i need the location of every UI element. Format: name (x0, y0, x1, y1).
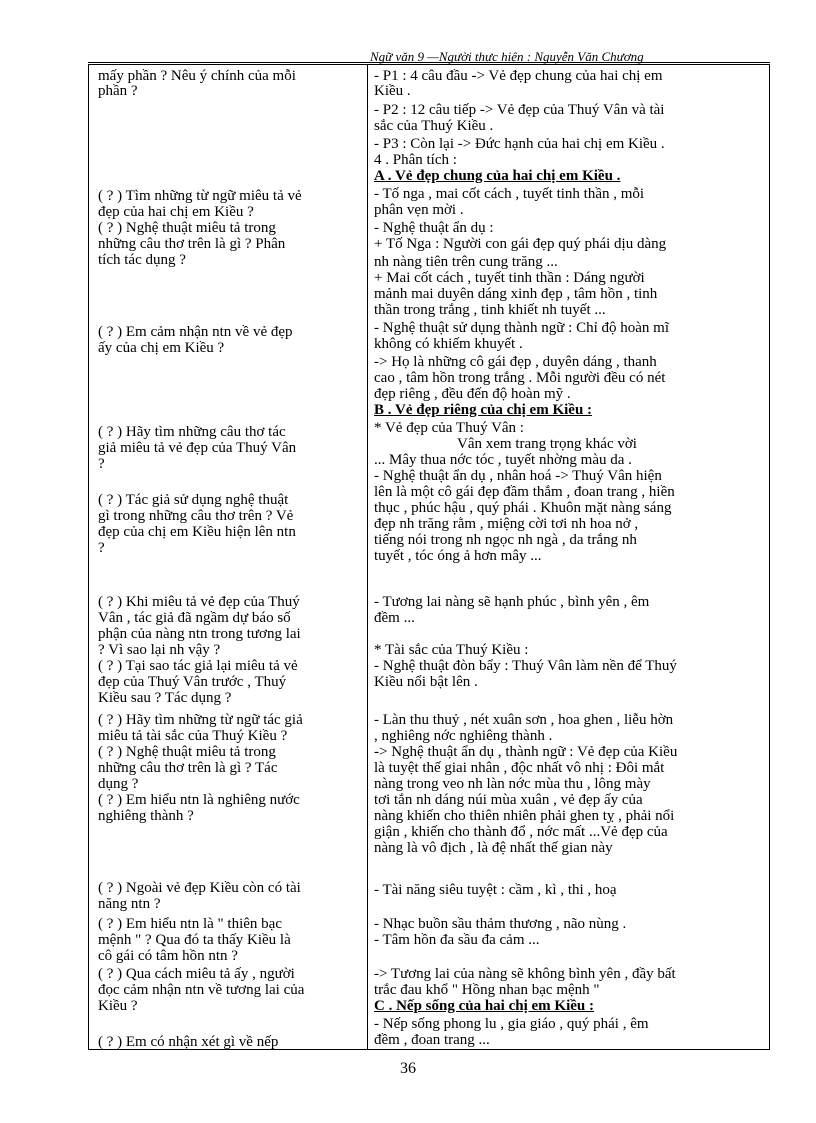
question-line: ( ? ) Nghệ thuật miêu tả trong (98, 744, 276, 760)
question-line: đẹp của chị em Kiều hiện lên ntn (98, 524, 296, 540)
content-line: phân vẹn mời . (374, 202, 464, 218)
content-line: - Tâm hồn đa sầu đa cảm ... (374, 932, 540, 948)
content-line: - Nghệ thuật ẩn dụ : (374, 220, 494, 236)
question-line: mệnh " ? Qua đó ta thấy Kiều là (98, 932, 291, 948)
question-line: miêu tả tài sắc của Thuý Kiều ? (98, 728, 288, 744)
content-line: nh nàng tiên trên cung trăng ... (374, 254, 558, 270)
question-line: gì trong những câu thơ trên ? Vẻ (98, 508, 294, 524)
content-line: Kiều . (374, 83, 411, 99)
question-line: tích tác dụng ? (98, 252, 186, 268)
question-line: ( ? ) Em hiểu ntn là " thiên bạc (98, 916, 282, 932)
content-line: - Tương lai nàng sẽ hạnh phúc , bình yên , êm (374, 594, 650, 610)
content-line: nàng là vô địch , là đệ nhất thế gian này (374, 840, 613, 856)
section-heading: B . Vẻ đẹp riêng của chị em Kiều : (374, 402, 593, 418)
content-line: lên là một cô gái đẹp đầm thắm , đoan trang , hiền (374, 484, 675, 500)
content-line: nàng trong veo nh làn nớc mùa thu , lông mày (374, 776, 651, 792)
content-line: * Vẻ đẹp của Thuý Vân : (374, 420, 524, 436)
question-line: ( ? ) Tại sao tác giả lại miêu tả vẻ (98, 658, 298, 674)
content-line: -> Tương lai của nàng sẽ không bình yên , đầy bất (374, 966, 676, 982)
content-line: - Nếp sống phong lu , gia giáo , quý phái , êm (374, 1016, 649, 1032)
content-line: * Tài sắc của Thuý Kiều : (374, 642, 529, 658)
question-line: những câu thơ trên là gì ? Tác (98, 760, 278, 776)
content-line: - Làn thu thuỷ , nét xuân sơn , hoa ghen , liễu hờn (374, 712, 674, 728)
header-rule (88, 62, 770, 63)
content-line: - Tài năng siêu tuyệt : cầm , kì , thi , hoạ (374, 882, 617, 898)
question-line: nghiêng thành ? (98, 808, 194, 824)
content-line: tuyết , tóc óng ả hơn mây ... (374, 548, 542, 564)
page-number: 36 (400, 1060, 416, 1077)
content-line: - P3 : Còn lại -> Đức hạnh của hai chị em Kiều . (374, 136, 665, 152)
content-line: cao , tâm hồn trong trắng . Mỗi người đều có nét (374, 370, 666, 386)
content-line: , nghiêng nớc nghiêng thành . (374, 728, 553, 744)
content-line: không có khiếm khuyết . (374, 336, 523, 352)
content-line: sắc của Thuý Kiều . (374, 118, 494, 134)
question-line: phần ? (98, 83, 138, 99)
content-line: 4 . Phân tích : (374, 152, 457, 168)
question-line: những câu thơ trên là gì ? Phân (98, 236, 286, 252)
question-line: ( ? ) Hãy tìm những từ ngữ tác giả (98, 712, 303, 728)
question-line: ( ? ) Tác giả sử dụng nghệ thuật (98, 492, 289, 508)
section-heading: A . Vẻ đẹp chung của hai chị em Kiều . (374, 168, 621, 184)
question-line: ( ? ) Em cảm nhận ntn về vẻ đẹp (98, 324, 293, 340)
question-line: ( ? ) Em hiểu ntn là nghiêng nước (98, 792, 300, 808)
question-line: dụng ? (98, 776, 139, 792)
content-line: -> Họ là những cô gái đẹp , duyên dáng , thanh (374, 354, 657, 370)
content-line: thần trong trắng , tinh khiết nh tuyết ... (374, 302, 606, 318)
content-line: - Nhạc buồn sầu thảm thương , não nùng . (374, 916, 627, 932)
question-line: Kiều ? (98, 998, 138, 1014)
content-line: ... Mây thua nớc tóc , tuyết nhờng màu da . (374, 452, 632, 468)
question-line: ấy của chị em Kiều ? (98, 340, 225, 356)
content-line: - Nghệ thuật đòn bẩy : Thuý Vân làm nền để Thuý (374, 658, 677, 674)
content-line: + Mai cốt cách , tuyết tinh thần : Dáng người (374, 270, 645, 286)
question-line: đọc cảm nhận ntn về tương lai của (98, 982, 305, 998)
question-line: cô gái có tâm hồn ntn ? (98, 948, 238, 964)
content-line: đẹp nh trăng rằm , miệng cời tơi nh hoa nở , (374, 516, 639, 532)
question-line: giả miêu tả vẻ đẹp của Thuý Vân (98, 440, 297, 456)
question-line: Vân , tác giả đã ngầm dự báo số (98, 610, 291, 626)
lesson-table (88, 64, 770, 1050)
question-line: ( ? ) Ngoài vẻ đẹp Kiều còn có tài (98, 880, 301, 896)
section-heading: C . Nếp sống của hai chị em Kiều : (374, 998, 595, 1014)
content-line: + Tố Nga : Người con gái đẹp quý phái dịu dàng (374, 236, 667, 252)
content-line: - Tố nga , mai cốt cách , tuyết tinh thần , mỗi (374, 186, 645, 202)
question-line: ( ? ) Hãy tìm những câu thơ tác (98, 424, 286, 440)
content-line: đềm ... (374, 610, 415, 626)
content-line: - Nghệ thuật ẩn dụ , nhân hoá -> Thuý Vân hiện (374, 468, 662, 484)
column-divider (367, 65, 368, 1049)
question-line: ? Vì sao lại nh vậy ? (98, 642, 221, 658)
question-line: Kiều sau ? Tác dụng ? (98, 690, 232, 706)
question-line: ? (98, 456, 105, 472)
content-line: - Nghệ thuật sử dụng thành ngữ : Chỉ độ hoàn mĩ (374, 320, 669, 336)
question-line: ( ? ) Nghệ thuật miêu tả trong (98, 220, 276, 236)
question-line: đẹp của Thuý Vân trước , Thuý (98, 674, 287, 690)
content-line: tơi tắn nh dáng núi mùa xuân , vẻ đẹp ấy của (374, 792, 643, 808)
content-line: đềm , đoan trang ... (374, 1032, 490, 1048)
content-line: -> Nghệ thuật ẩn dụ , thành ngữ : Vẻ đẹp của Kiều (374, 744, 678, 760)
content-line: nàng khiến cho thiên nhiên phải ghen tỵ , phải nổi (374, 808, 675, 824)
content-line: mảnh mai duyên dáng xinh đẹp , tâm hồn , tinh (374, 286, 658, 302)
question-line: ? (98, 540, 105, 556)
page-header: Ngữ văn 9 —Người thực hiện : Nguyễn Văn Chương (370, 49, 644, 64)
content-line: thục , phúc hậu , quý phái . Khuôn mặt nàng sáng (374, 500, 672, 516)
question-line: ( ? ) Em có nhận xét gì về nếp (98, 1034, 279, 1050)
content-line: tiếng nói trong nh ngọc nh ngà , da trắng nh (374, 532, 637, 548)
question-line: mấy phần ? Nêu ý chính của mỗi (98, 68, 296, 84)
content-line: Vân xem trang trọng khác vời (457, 436, 637, 452)
content-line: là tuyệt thế giai nhân , độc nhất vô nhị : Đôi mắt (374, 760, 665, 776)
content-line: giận , khiến cho thành đổ , nớc mất ...Vẻ đẹp của (374, 824, 668, 840)
question-line: đẹp của hai chị em Kiều ? (98, 204, 254, 220)
content-line: - P2 : 12 câu tiếp -> Vẻ đẹp của Thuý Vân và tài (374, 102, 665, 118)
content-line: trắc đau khổ " Hồng nhan bạc mệnh " (374, 982, 600, 998)
question-line: ( ? ) Khi miêu tả vẻ đẹp của Thuý (98, 594, 300, 610)
question-line: ( ? ) Tìm những từ ngữ miêu tả vẻ (98, 188, 302, 204)
question-line: phận của nàng ntn trong tương lai (98, 626, 301, 642)
content-line: Kiều nổi bật lên . (374, 674, 478, 690)
question-line: năng ntn ? (98, 896, 161, 912)
content-line: - P1 : 4 câu đầu -> Vẻ đẹp chung của hai chị em (374, 68, 663, 84)
question-line: ( ? ) Qua cách miêu tả ấy , người (98, 966, 295, 982)
content-line: đẹp riêng , đều đến độ hoàn mỹ . (374, 386, 571, 402)
